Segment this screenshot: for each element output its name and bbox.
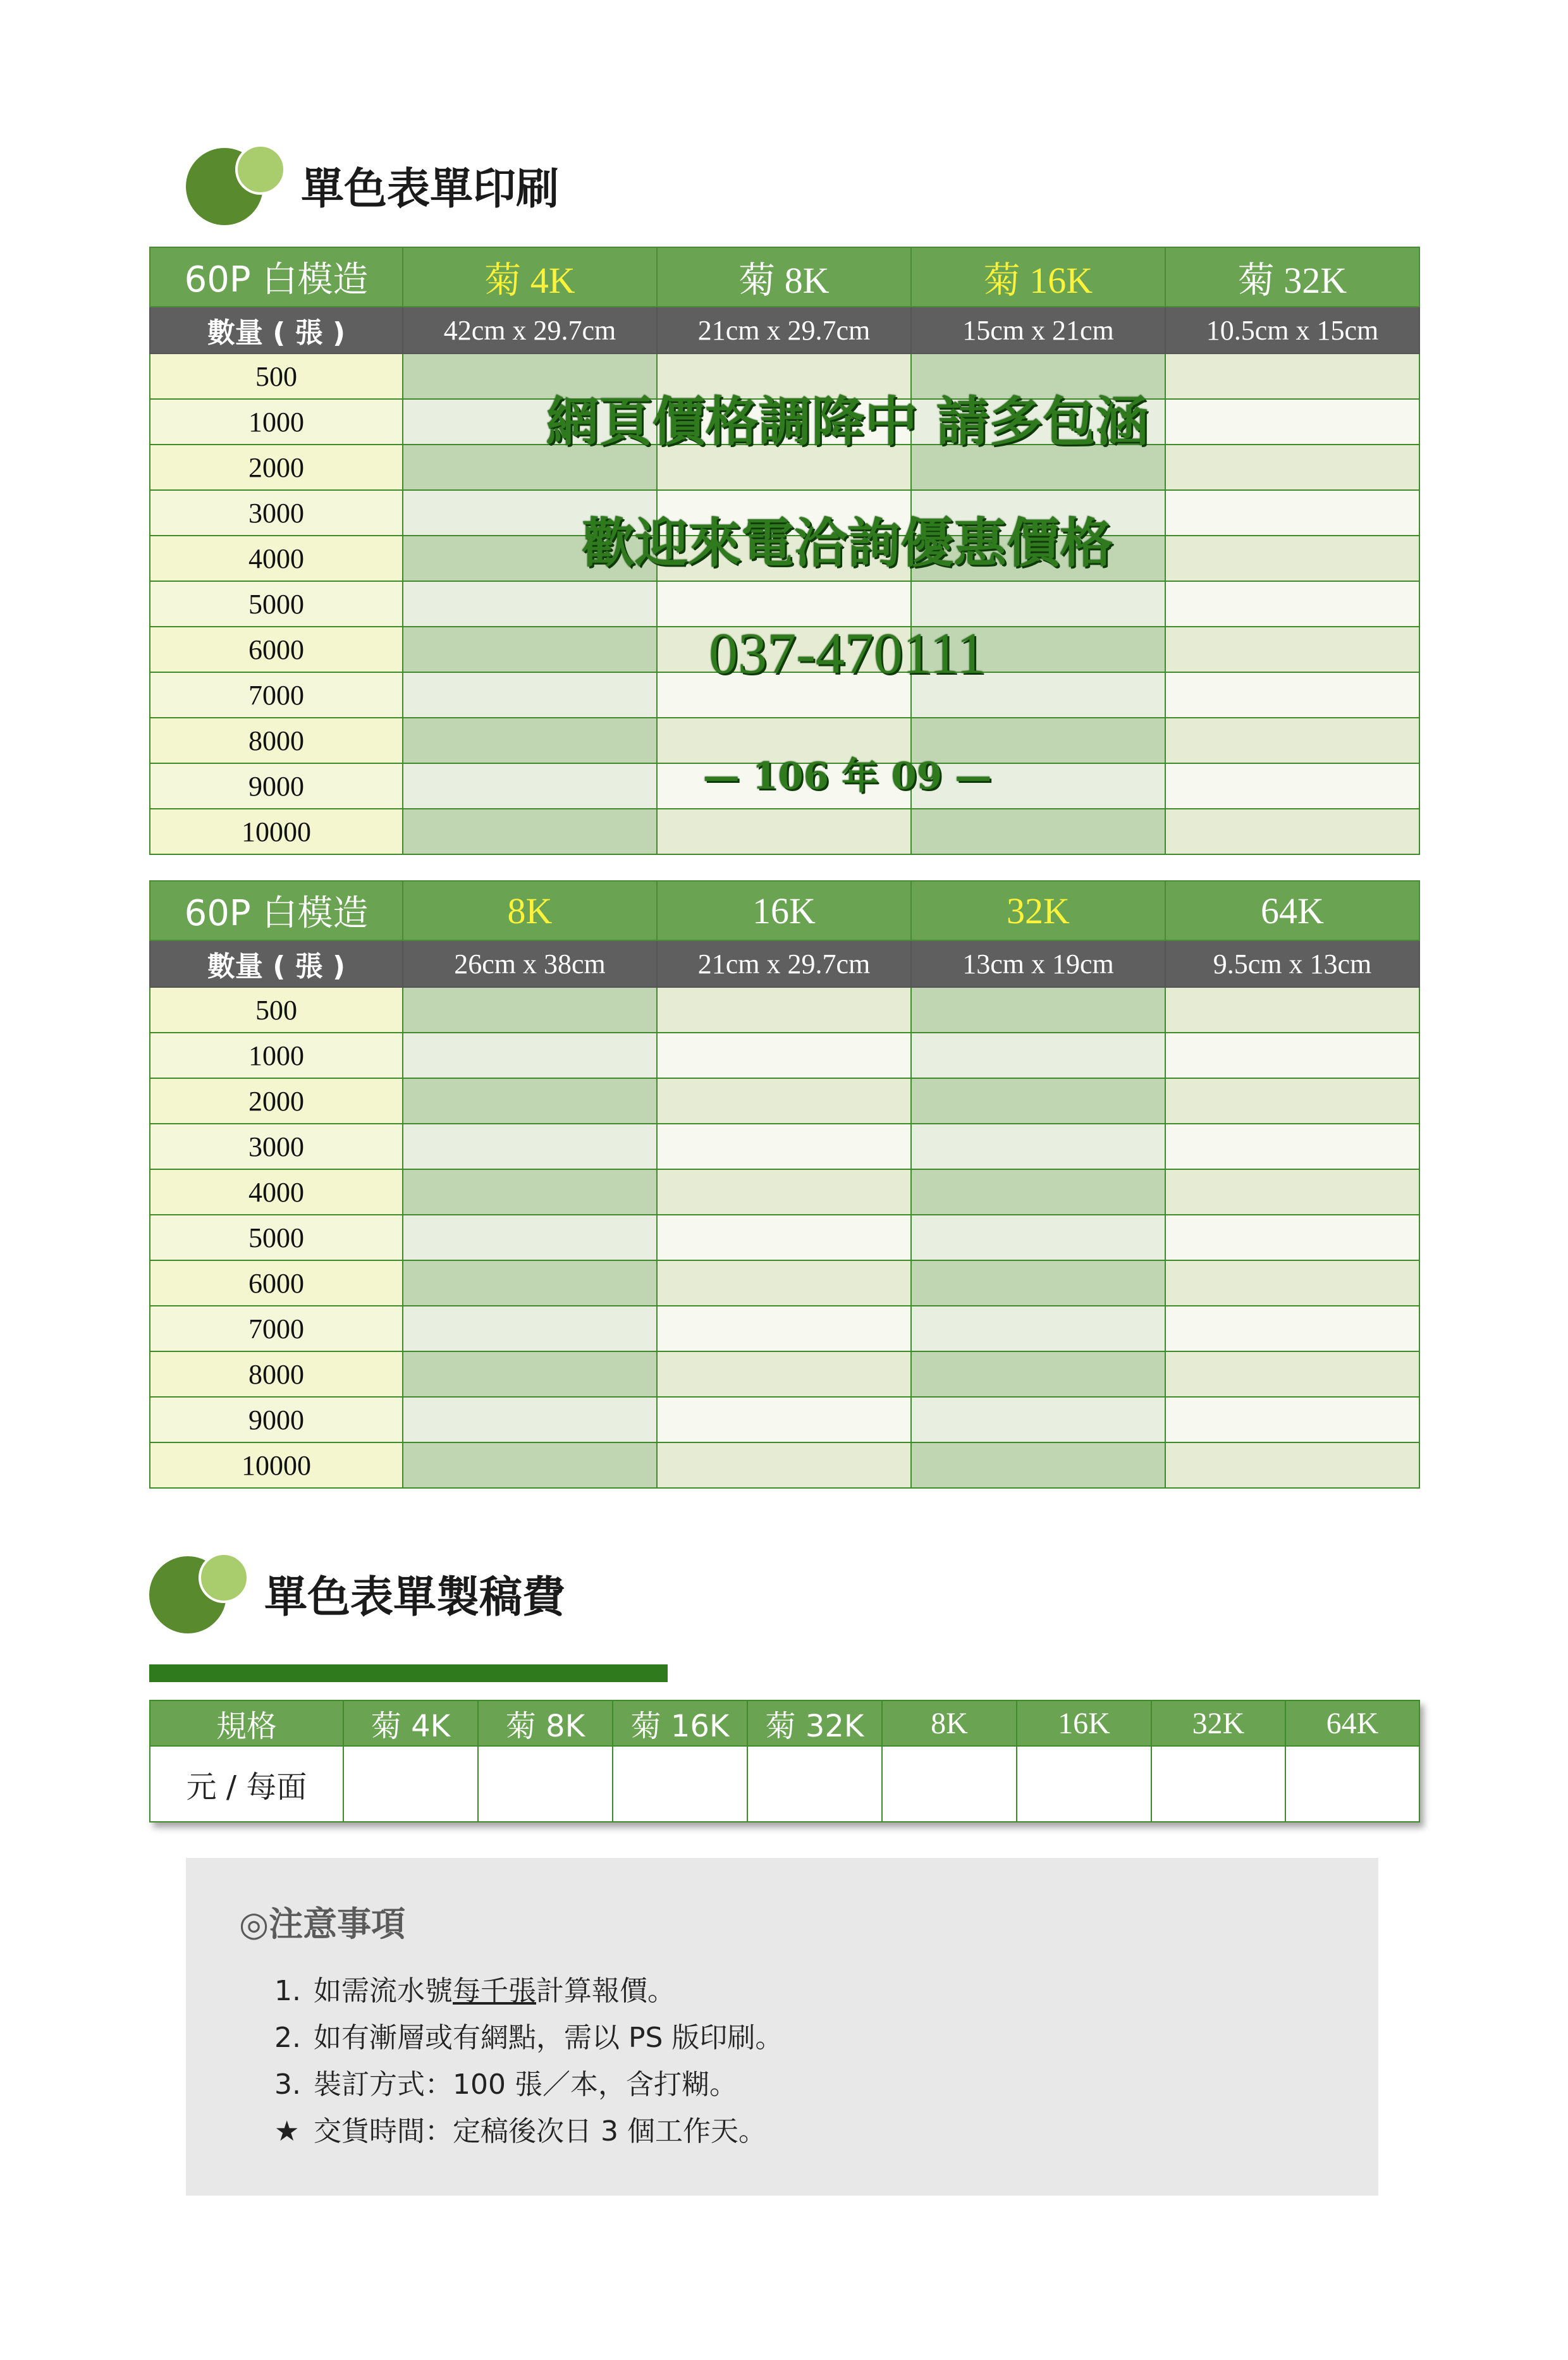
price-cell <box>403 809 657 854</box>
price-cell <box>403 1306 657 1351</box>
note-item <box>274 2108 766 2149</box>
size-cell: 26cm x 38cm <box>403 940 657 987</box>
header-16k: 16K <box>657 881 911 940</box>
quantity-cell: 7000 <box>150 1306 403 1351</box>
fee-header-cell: 16K <box>1017 1700 1151 1746</box>
price-cell <box>1165 1078 1419 1124</box>
fee-header-cell: 64K <box>1285 1700 1419 1746</box>
section-title-fee: 單色表單製稿費 <box>264 1571 566 1623</box>
price-cell <box>403 1442 657 1488</box>
price-cell <box>1165 1306 1419 1351</box>
note-number: 3. <box>274 2068 301 2101</box>
fee-header-cell: 菊 8K <box>478 1700 613 1746</box>
price-cell <box>911 987 1165 1033</box>
quantity-label: 數量 ( 張 ) <box>150 307 403 353</box>
price-cell <box>911 1215 1165 1260</box>
price-cell <box>403 987 657 1033</box>
fee-value-cell <box>478 1746 613 1822</box>
section-heading-print <box>186 144 559 226</box>
fee-header-cell: 32K <box>1151 1700 1285 1746</box>
price-cell <box>1165 1033 1419 1078</box>
green-dots-icon <box>149 1552 250 1635</box>
price-cell <box>1165 1260 1419 1306</box>
quantity-cell: 2000 <box>150 445 403 490</box>
fee-header-cell: 菊 4K <box>343 1700 478 1746</box>
fee-value-row <box>150 1746 1419 1822</box>
quantity-cell: 500 <box>150 987 403 1033</box>
note-item <box>274 2015 783 2055</box>
table-row <box>150 1306 1419 1351</box>
fee-header-cell: 菊 16K <box>613 1700 747 1746</box>
price-cell <box>1165 809 1419 854</box>
quantity-cell: 500 <box>150 353 403 399</box>
header-ju-16k: 菊 16K <box>911 247 1165 307</box>
price-cell <box>911 809 1165 854</box>
price-cell <box>1165 1215 1419 1260</box>
price-cell <box>657 809 911 854</box>
section-heading-fee <box>149 1552 565 1635</box>
table-row <box>150 1033 1419 1078</box>
price-cell <box>403 1033 657 1078</box>
price-cell <box>403 1260 657 1306</box>
table-row <box>150 1442 1419 1488</box>
price-cell <box>403 1215 657 1260</box>
quantity-cell: 10000 <box>150 1442 403 1488</box>
price-notice-line1: 網頁價格調降中 請多包涵 <box>546 390 1149 453</box>
header-ju-32k: 菊 32K <box>1165 247 1419 307</box>
price-cell <box>657 1442 911 1488</box>
price-cell <box>1165 1397 1419 1442</box>
price-cell <box>657 1078 911 1124</box>
design-fee-table <box>149 1700 1420 1822</box>
quantity-cell: 9000 <box>150 763 403 809</box>
size-cell: 10.5cm x 15cm <box>1165 307 1419 353</box>
size-cell: 15cm x 21cm <box>911 307 1165 353</box>
quantity-cell: 1000 <box>150 1033 403 1078</box>
fee-header-spec: 規格 <box>150 1700 343 1746</box>
quantity-cell: 3000 <box>150 1124 403 1169</box>
price-cell <box>657 1260 911 1306</box>
fee-header-cell: 8K <box>882 1700 1017 1746</box>
table-row <box>150 809 1419 854</box>
table-row <box>150 1124 1419 1169</box>
price-cell <box>403 1397 657 1442</box>
size-cell: 21cm x 29.7cm <box>657 940 911 987</box>
note-number: 2. <box>274 2022 301 2054</box>
quantity-cell: 8000 <box>150 718 403 763</box>
price-cell <box>403 1124 657 1169</box>
price-cell <box>911 1169 1165 1215</box>
fee-value-cell <box>1151 1746 1285 1822</box>
notice-date: — 106 年 09 — <box>702 754 992 797</box>
note-underline-text: 每千張 <box>453 1975 536 2007</box>
fee-value-cell <box>343 1746 478 1822</box>
price-cell <box>657 1397 911 1442</box>
table-row <box>150 1169 1419 1215</box>
header-paper: 60P 白模造 <box>150 247 403 307</box>
price-cell <box>403 1169 657 1215</box>
fee-header-row <box>150 1700 1419 1746</box>
price-cell <box>911 1078 1165 1124</box>
quantity-cell: 7000 <box>150 672 403 718</box>
note-number: 1. <box>274 1975 301 2007</box>
star-icon: ★ <box>274 2115 300 2148</box>
note-text: 計算報價。 <box>536 1975 675 2007</box>
header-64k: 64K <box>1165 881 1419 940</box>
table-row <box>150 1215 1419 1260</box>
header-32k: 32K <box>911 881 1165 940</box>
table-row <box>150 987 1419 1033</box>
price-notice-line2: 歡迎來電洽詢優惠價格 <box>581 512 1113 574</box>
price-cell <box>911 1260 1165 1306</box>
note-text: 如需流水號 <box>314 1975 453 2007</box>
quantity-cell: 3000 <box>150 490 403 536</box>
quantity-cell: 2000 <box>150 1078 403 1124</box>
fee-header-cell: 菊 32K <box>747 1700 882 1746</box>
quantity-cell: 9000 <box>150 1397 403 1442</box>
price-cell <box>403 1351 657 1397</box>
note-item <box>274 2062 737 2102</box>
section-title-print: 單色表單印刷 <box>301 163 560 214</box>
fee-value-cell <box>882 1746 1017 1822</box>
header-ju-8k: 菊 8K <box>657 247 911 307</box>
price-cell <box>911 1397 1165 1442</box>
notes-title: ◎注意事項 <box>239 1904 406 1944</box>
price-cell <box>657 1169 911 1215</box>
size-cell: 13cm x 19cm <box>911 940 1165 987</box>
price-cell <box>403 1078 657 1124</box>
table-size-row <box>150 940 1419 987</box>
price-cell <box>911 1124 1165 1169</box>
quantity-cell: 10000 <box>150 809 403 854</box>
quantity-label: 數量 ( 張 ) <box>150 940 403 987</box>
price-cell <box>911 1033 1165 1078</box>
size-cell: 21cm x 29.7cm <box>657 307 911 353</box>
green-dots-icon <box>186 144 287 226</box>
table-row <box>150 1351 1419 1397</box>
price-cell <box>657 987 911 1033</box>
quantity-cell: 5000 <box>150 1215 403 1260</box>
quantity-cell: 4000 <box>150 536 403 581</box>
fee-value-cell <box>1017 1746 1151 1822</box>
price-table-standard <box>149 880 1420 1489</box>
quantity-cell: 4000 <box>150 1169 403 1215</box>
price-cell <box>1165 1442 1419 1488</box>
fee-value-cell <box>1285 1746 1419 1822</box>
fee-value-cell <box>613 1746 747 1822</box>
phone-number: 037-470111 <box>709 621 986 685</box>
header-paper: 60P 白模造 <box>150 881 403 940</box>
size-cell: 9.5cm x 13cm <box>1165 940 1419 987</box>
header-8k: 8K <box>403 881 657 940</box>
fee-table-tab <box>149 1664 668 1682</box>
price-cell <box>911 1442 1165 1488</box>
price-cell <box>1165 1169 1419 1215</box>
quantity-cell: 5000 <box>150 581 403 627</box>
price-cell <box>657 1033 911 1078</box>
table-header-row <box>150 881 1419 940</box>
table-row <box>150 1397 1419 1442</box>
table-row <box>150 1260 1419 1306</box>
quantity-cell: 8000 <box>150 1351 403 1397</box>
note-item <box>274 1968 675 2008</box>
note-text: 如有漸層或有網點，需以 PS 版印刷。 <box>314 2022 783 2054</box>
table-row <box>150 1078 1419 1124</box>
price-cell <box>911 1351 1165 1397</box>
size-cell: 42cm x 29.7cm <box>403 307 657 353</box>
table-size-row <box>150 307 1419 353</box>
price-cell <box>911 1306 1165 1351</box>
price-cell <box>657 1306 911 1351</box>
fee-value-cell <box>747 1746 882 1822</box>
fee-row-label: 元 / 每面 <box>150 1746 343 1822</box>
price-cell <box>657 1351 911 1397</box>
price-cell <box>657 1215 911 1260</box>
table-header-row <box>150 247 1419 307</box>
price-cell <box>1165 1351 1419 1397</box>
note-text: 交貨時間：定稿後次日 3 個工作天。 <box>314 2115 766 2148</box>
price-cell <box>1165 987 1419 1033</box>
price-cell <box>1165 1124 1419 1169</box>
note-text: 裝訂方式：100 張／本，含打糊。 <box>314 2068 737 2101</box>
quantity-cell: 6000 <box>150 627 403 672</box>
quantity-cell: 1000 <box>150 399 403 445</box>
quantity-cell: 6000 <box>150 1260 403 1306</box>
price-cell <box>657 1124 911 1169</box>
notes-box <box>186 1858 1378 2196</box>
header-ju-4k: 菊 4K <box>403 247 657 307</box>
